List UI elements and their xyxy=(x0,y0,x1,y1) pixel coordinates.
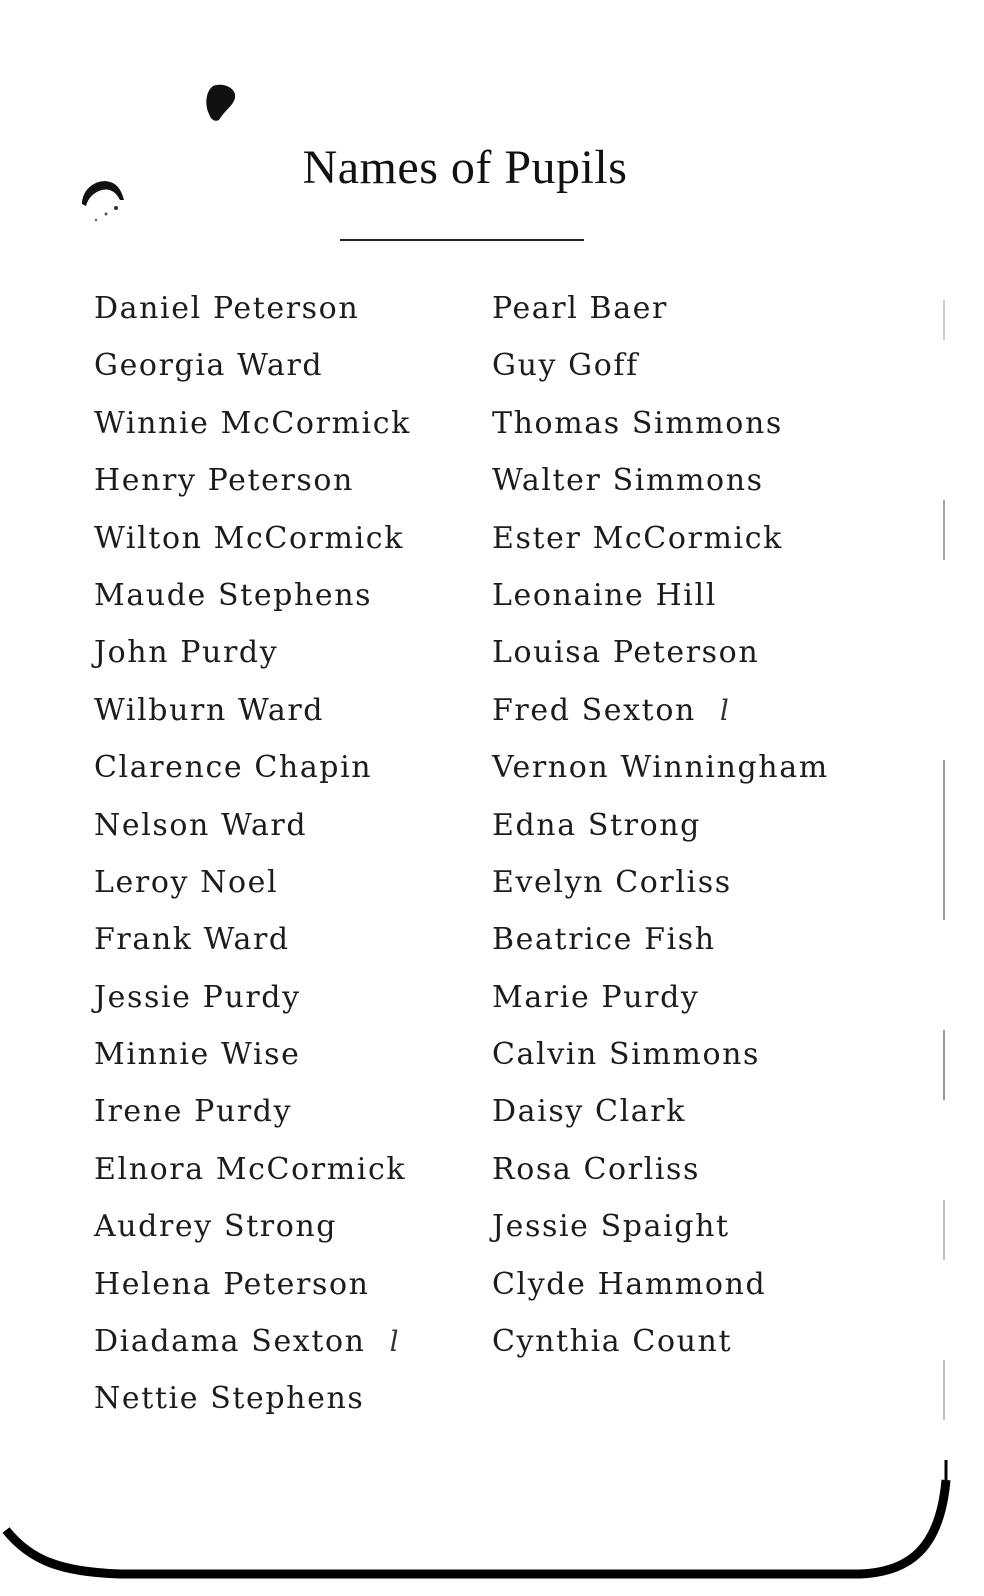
list-item: Walter Simmons xyxy=(492,463,764,499)
list-item: Evelyn Corliss xyxy=(492,864,732,900)
page-border-curve xyxy=(0,1440,984,1596)
page-edge-mark xyxy=(942,300,946,1460)
list-item: Marie Purdy xyxy=(492,979,700,1015)
handwritten-mark: l xyxy=(719,693,731,727)
list-item: Jessie Purdy xyxy=(94,979,301,1015)
handwritten-mark: l xyxy=(389,1325,401,1359)
ink-blot-mark xyxy=(203,82,239,122)
list-item: Thomas Simmons xyxy=(492,405,783,441)
list-item: Leroy Noel xyxy=(94,864,279,900)
list-item: Wilburn Ward xyxy=(94,692,325,728)
list-item: Winnie McCormick xyxy=(94,405,411,441)
list-item: Elnora McCormick xyxy=(94,1151,407,1187)
list-item: Ester McCormick xyxy=(492,520,783,556)
list-item: Guy Goff xyxy=(492,348,639,384)
title-underline xyxy=(340,239,584,241)
list-item: John Purdy xyxy=(94,635,279,671)
list-item: Maude Stephens xyxy=(94,577,373,613)
list-item: Diadama Sexton l xyxy=(94,1317,411,1374)
list-item: Minnie Wise xyxy=(94,1037,301,1073)
list-item: Pearl Baer xyxy=(492,291,668,326)
list-item: Leonaine Hill xyxy=(492,577,717,613)
list-item: Calvin Simmons xyxy=(492,1037,761,1073)
list-item: Clyde Hammond xyxy=(492,1266,767,1302)
list-item: Clarence Chapin xyxy=(94,750,373,786)
list-item: Henry Peterson xyxy=(94,463,354,499)
list-item: Georgia Ward xyxy=(94,348,324,384)
list-item: Jessie Spaight xyxy=(492,1209,730,1245)
list-item: Nelson Ward xyxy=(94,807,308,843)
list-item: Frank Ward xyxy=(94,922,290,958)
pupil-list-right xyxy=(492,284,829,1374)
list-item: Fred Sexton l xyxy=(492,686,829,743)
list-item: Edna Strong xyxy=(492,807,701,843)
list-item: Vernon Winningham xyxy=(492,750,829,786)
pupil-list-left xyxy=(94,284,411,1432)
list-item: Louisa Peterson xyxy=(492,635,760,671)
list-item: Rosa Corliss xyxy=(492,1151,701,1187)
list-item: Irene Purdy xyxy=(94,1094,293,1130)
page-title: Names of Pupils xyxy=(302,141,628,194)
list-item: Beatrice Fish xyxy=(492,922,716,958)
list-item: Daisy Clark xyxy=(492,1094,686,1130)
list-item: Daniel Peterson xyxy=(94,291,360,326)
list-item: Wilton McCormick xyxy=(94,520,404,556)
list-item: Cynthia Count xyxy=(492,1324,733,1360)
list-item: Audrey Strong xyxy=(94,1209,338,1245)
list-item: Helena Peterson xyxy=(94,1266,370,1302)
list-item: Nettie Stephens xyxy=(94,1381,365,1417)
